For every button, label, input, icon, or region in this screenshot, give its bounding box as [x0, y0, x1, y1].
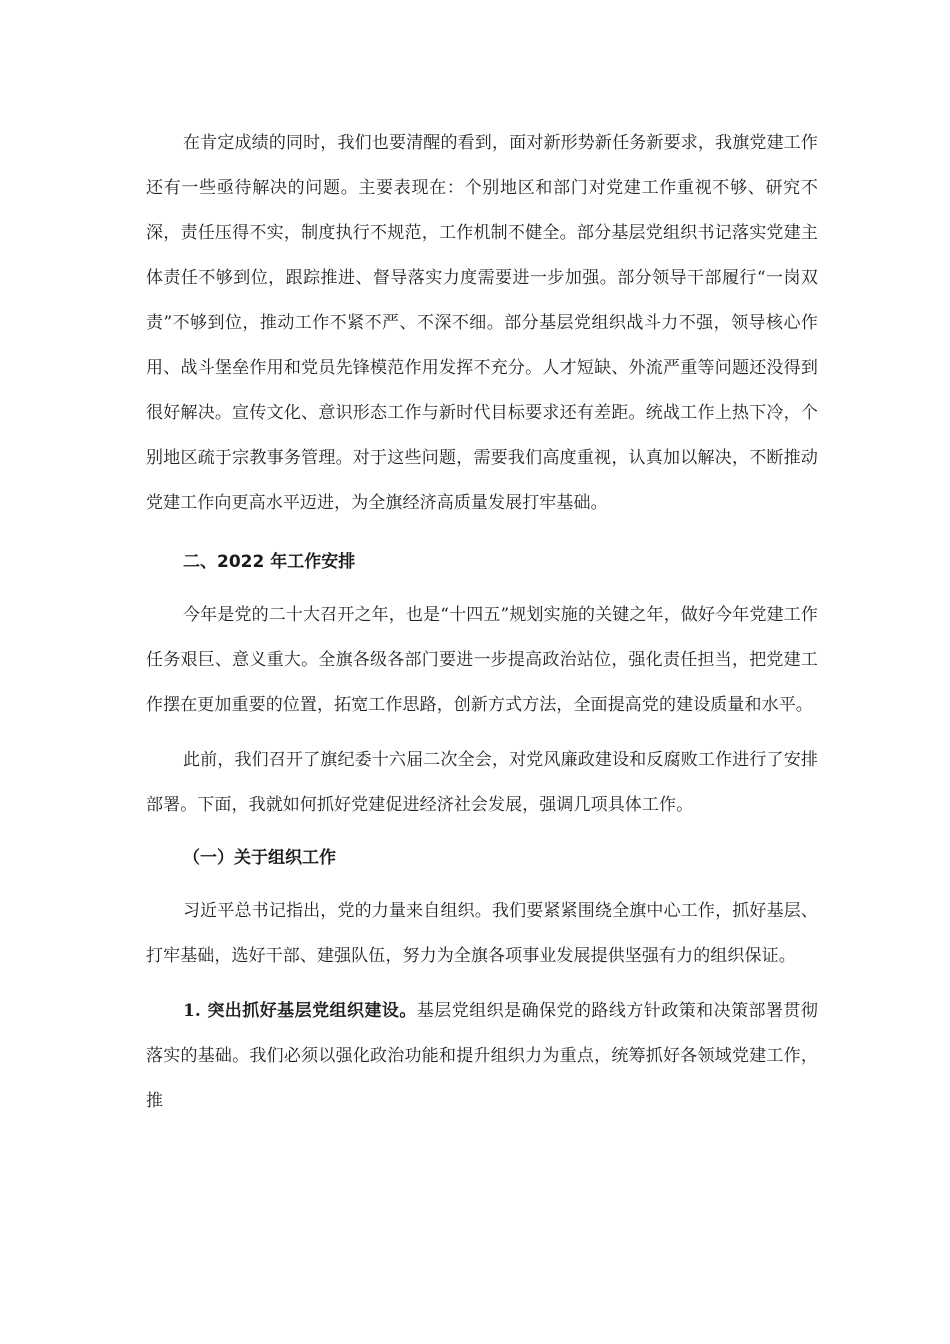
spacer — [146, 728, 818, 738]
subsection-heading-organization: （一）关于组织工作 — [183, 848, 336, 868]
spacer — [146, 881, 818, 889]
list-item-1-lead: 1. 突出抓好基层党组织建设。 — [183, 1001, 417, 1021]
paragraph-previous-meeting: 此前，我们召开了旗纪委十六届二次全会，对党风廉政建设和反腐败工作进行了安排部署。下面，我就如何抓好党建促进经济社会发展，强调几项具体工作。 — [146, 750, 818, 815]
section-heading-2022-arrangements: 二、2022 年工作安排 — [183, 552, 356, 572]
spacer — [146, 979, 818, 989]
document-body — [146, 121, 818, 1124]
paragraph-this-year: 今年是党的二十大召开之年，也是“十四五”规划实施的关键之年，做好今年党建工作任务艰巨、意义重大。全旗各级各部门要进一步提高政治站位，强化责任担当，把党建工作摆在更加重要的位置，拓宽工作思路，创新方式方法，全面提高党的建设质量和水平。 — [146, 605, 818, 715]
spacer — [146, 828, 818, 836]
list-item-1 — [146, 989, 818, 1124]
spacer — [146, 585, 818, 593]
spacer — [146, 526, 818, 540]
list-item-1-text: 基层党组织是确保党的路线方针政策和决策部署贯彻落实的基础。我们必须以强化政治功能和提升组织力为重点，统筹抓好各领域党建工作，推 — [146, 1001, 818, 1111]
paragraph-problems: 在肯定成绩的同时，我们也要清醒的看到，面对新形势新任务新要求，我旗党建工作还有一些亟待解决的问题。主要表现在：个别地区和部门对党建工作重视不够、研究不深，责任压得不实，制度执行不规范，工作机制不健全。部分基层党组织书记落实党建主体责任不够到位，跟踪推进、督导落实力度需要进一步加强。部分领导干部履行“一岗双责”不够到位，推动工作不紧不严、不深不细。部分基层党组织战斗力不强，领导核心作用、战斗堡垒作用和党员先锋模范作用发挥不充分。人才短缺、外流严重等问题还没得到很好解决。宣传文化、意识形态工作与新时代目标要求还有差距。统战工作上热下冷，个别地区疏于宗教事务管理。对于这些问题，需要我们高度重视，认真加以解决，不断推动党建工作向更高水平迈进，为全旗经济高质量发展打牢基础。 — [146, 133, 818, 513]
paragraph-organization-power: 习近平总书记指出，党的力量来自组织。我们要紧紧围绕全旗中心工作，抓好基层、打牢基础，选好干部、建强队伍，努力为全旗各项事业发展提供坚强有力的组织保证。 — [146, 901, 818, 966]
